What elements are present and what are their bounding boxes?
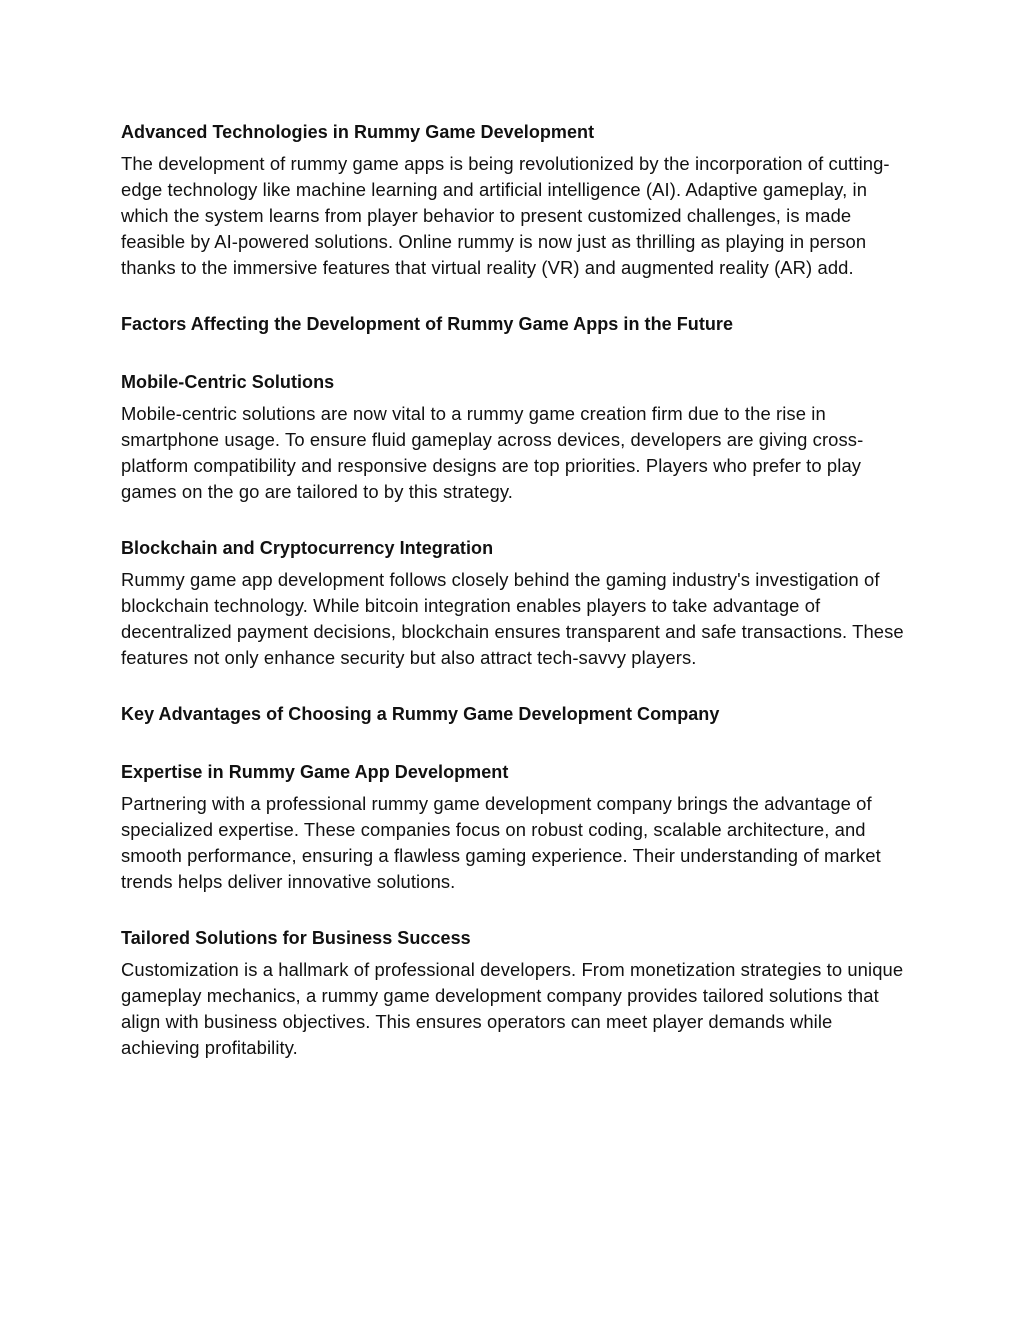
section-heading: Expertise in Rummy Game App Development xyxy=(121,762,509,782)
section-heading: Advanced Technologies in Rummy Game Development xyxy=(121,122,595,142)
section-paragraph: Customization is a hallmark of professional developers. From monetization strategies to unique gameplay mechanics, a rummy game development company provides tailored solutions that align with business objectives. This ensures operators can meet player demands while achieving profitability. xyxy=(121,959,904,1058)
section-tailored-solutions xyxy=(121,925,911,1061)
section-factors-affecting xyxy=(121,311,911,337)
section-heading: Blockchain and Cryptocurrency Integration xyxy=(121,538,494,558)
section-mobile-centric xyxy=(121,369,911,505)
section-heading: Tailored Solutions for Business Success xyxy=(121,928,471,948)
section-paragraph: Rummy game app development follows closely behind the gaming industry's investigation of blockchain technology. While bitcoin integration enables players to take advantage of decentralized payment decisions, blockchain ensures transparent and safe transactions. These features not only enhance security but also attract tech-savvy players. xyxy=(121,569,904,668)
section-paragraph: The development of rummy game apps is being revolutionized by the incorporation of cutting-edge technology like machine learning and artificial intelligence (AI). Adaptive gameplay, in which the system learns from player behavior to present customized challenges, is made feasible by AI-powered solutions. Online rummy is now just as thrilling as playing in person thanks to the immersive features that virtual reality (VR) and augmented reality (AR) add. xyxy=(121,153,890,278)
section-paragraph: Partnering with a professional rummy game development company brings the advantage of specialized expertise. These companies focus on robust coding, scalable architecture, and smooth performance, ensuring a flawless gaming experience. Their understanding of market trends helps deliver innovative solutions. xyxy=(121,793,881,892)
section-title: Key Advantages of Choosing a Rummy Game Development Company xyxy=(121,704,720,724)
section-advanced-technologies xyxy=(121,119,911,281)
section-blockchain xyxy=(121,535,911,671)
section-title: Factors Affecting the Development of Rummy Game Apps in the Future xyxy=(121,314,734,334)
section-key-advantages xyxy=(121,701,911,727)
section-paragraph: Mobile-centric solutions are now vital to a rummy game creation firm due to the rise in smartphone usage. To ensure fluid gameplay across devices, developers are giving cross-platform compatibility and responsive designs are top priorities. Players who prefer to play games on the go are tailored to by this strategy. xyxy=(121,403,864,502)
section-expertise xyxy=(121,759,911,895)
document-page xyxy=(121,119,911,1061)
section-heading: Mobile-Centric Solutions xyxy=(121,372,335,392)
